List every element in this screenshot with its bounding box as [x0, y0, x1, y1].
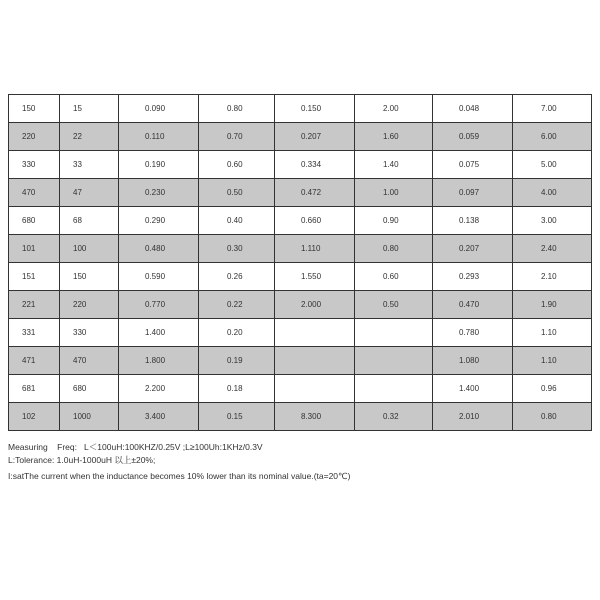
- table-cell: 0.660: [275, 207, 355, 235]
- table-cell: 2.200: [119, 375, 199, 403]
- table-cell: [355, 375, 433, 403]
- table-cell: 0.207: [275, 123, 355, 151]
- table-cell: 0.80: [513, 403, 592, 431]
- table-cell: 0.90: [355, 207, 433, 235]
- table-cell: 0.590: [119, 263, 199, 291]
- table-cell: 330: [9, 151, 60, 179]
- table-cell: 1.00: [355, 179, 433, 207]
- table-cell: 0.60: [199, 151, 275, 179]
- table-cell: 0.50: [355, 291, 433, 319]
- table-cell: 1.800: [119, 347, 199, 375]
- table-cell: 2.010: [433, 403, 513, 431]
- table-cell: 0.230: [119, 179, 199, 207]
- table-cell: 0.770: [119, 291, 199, 319]
- table-cell: 151: [9, 263, 60, 291]
- table-row: [9, 375, 592, 403]
- table-cell: 0.80: [199, 95, 275, 123]
- table-cell: 0.480: [119, 235, 199, 263]
- table-row: [9, 403, 592, 431]
- table-cell: 0.150: [275, 95, 355, 123]
- table-cell: 470: [9, 179, 60, 207]
- table-cell: 1.10: [513, 319, 592, 347]
- table-cell: 4.00: [513, 179, 592, 207]
- table-cell: 0.96: [513, 375, 592, 403]
- table-row: [9, 207, 592, 235]
- table-cell: 0.32: [355, 403, 433, 431]
- tolerance-note: L:Tolerance: 1.0uH-1000uH 以上±20%;: [8, 455, 156, 465]
- table-cell: 0.50: [199, 179, 275, 207]
- table-row: [9, 123, 592, 151]
- table-cell: 0.075: [433, 151, 513, 179]
- table-cell: 2.000: [275, 291, 355, 319]
- table-cell: 221: [9, 291, 60, 319]
- table-cell: 681: [9, 375, 60, 403]
- table-cell: 0.290: [119, 207, 199, 235]
- table-cell: 0.15: [199, 403, 275, 431]
- isat-note: I:satThe current when the inductance becomes 10% lower than its nominal value.(ta=20℃): [8, 471, 351, 481]
- table-cell: 7.00: [513, 95, 592, 123]
- table-cell: 471: [9, 347, 60, 375]
- table-row: [9, 95, 592, 123]
- table-cell: 1.110: [275, 235, 355, 263]
- table-cell: 1000: [60, 403, 119, 431]
- table-cell: 2.40: [513, 235, 592, 263]
- table-row: [9, 263, 592, 291]
- table-cell: 2.00: [355, 95, 433, 123]
- table-cell: 150: [9, 95, 60, 123]
- table-cell: 1.60: [355, 123, 433, 151]
- table-cell: 1.080: [433, 347, 513, 375]
- table-cell: 33: [60, 151, 119, 179]
- table-cell: 1.400: [433, 375, 513, 403]
- table-cell: 470: [60, 347, 119, 375]
- table-cell: 22: [60, 123, 119, 151]
- table-cell: 0.80: [355, 235, 433, 263]
- table-cell: 1.40: [355, 151, 433, 179]
- table-cell: [275, 375, 355, 403]
- table-row: [9, 291, 592, 319]
- measuring-note: Measuring Freq: L＜100uH:100KHZ/0.25V ;L≥100Uh:1KHz/0.3V: [8, 442, 263, 452]
- table-cell: 0.334: [275, 151, 355, 179]
- table-cell: 0.26: [199, 263, 275, 291]
- table-cell: 0.059: [433, 123, 513, 151]
- table-cell: [275, 347, 355, 375]
- table-cell: 0.40: [199, 207, 275, 235]
- table-cell: 680: [9, 207, 60, 235]
- table-cell: 6.00: [513, 123, 592, 151]
- table-row: [9, 151, 592, 179]
- table-cell: 0.207: [433, 235, 513, 263]
- table-cell: 0.20: [199, 319, 275, 347]
- table-cell: 15: [60, 95, 119, 123]
- table-cell: [355, 319, 433, 347]
- table-cell: 680: [60, 375, 119, 403]
- table-cell: 0.090: [119, 95, 199, 123]
- table-cell: 0.22: [199, 291, 275, 319]
- table-cell: 0.780: [433, 319, 513, 347]
- table-cell: 1.400: [119, 319, 199, 347]
- table-cell: 0.138: [433, 207, 513, 235]
- table-cell: 0.110: [119, 123, 199, 151]
- table-cell: 330: [60, 319, 119, 347]
- table-cell: 101: [9, 235, 60, 263]
- table-cell: 150: [60, 263, 119, 291]
- table-cell: 0.19: [199, 347, 275, 375]
- table-cell: 102: [9, 403, 60, 431]
- table-cell: 8.300: [275, 403, 355, 431]
- table-cell: 0.60: [355, 263, 433, 291]
- table-cell: 3.00: [513, 207, 592, 235]
- table-cell: 68: [60, 207, 119, 235]
- table-cell: 5.00: [513, 151, 592, 179]
- table-cell: 0.30: [199, 235, 275, 263]
- table-cell: 0.18: [199, 375, 275, 403]
- table-cell: [355, 347, 433, 375]
- table-row: [9, 235, 592, 263]
- table-row: [9, 347, 592, 375]
- table-cell: 0.472: [275, 179, 355, 207]
- table-cell: 0.470: [433, 291, 513, 319]
- notes: [8, 441, 592, 483]
- table-cell: 0.293: [433, 263, 513, 291]
- table-cell: 47: [60, 179, 119, 207]
- inductor-spec-table: [8, 94, 592, 431]
- table-cell: 0.70: [199, 123, 275, 151]
- table-cell: 220: [60, 291, 119, 319]
- table-cell: 331: [9, 319, 60, 347]
- table-cell: 0.048: [433, 95, 513, 123]
- table-cell: 3.400: [119, 403, 199, 431]
- table-cell: 1.90: [513, 291, 592, 319]
- table-row: [9, 319, 592, 347]
- table-cell: 0.190: [119, 151, 199, 179]
- table-cell: 2.10: [513, 263, 592, 291]
- table-cell: 1.10: [513, 347, 592, 375]
- table-cell: 220: [9, 123, 60, 151]
- table-row: [9, 179, 592, 207]
- table-cell: 0.097: [433, 179, 513, 207]
- table-cell: [275, 319, 355, 347]
- table-cell: 100: [60, 235, 119, 263]
- table-cell: 1.550: [275, 263, 355, 291]
